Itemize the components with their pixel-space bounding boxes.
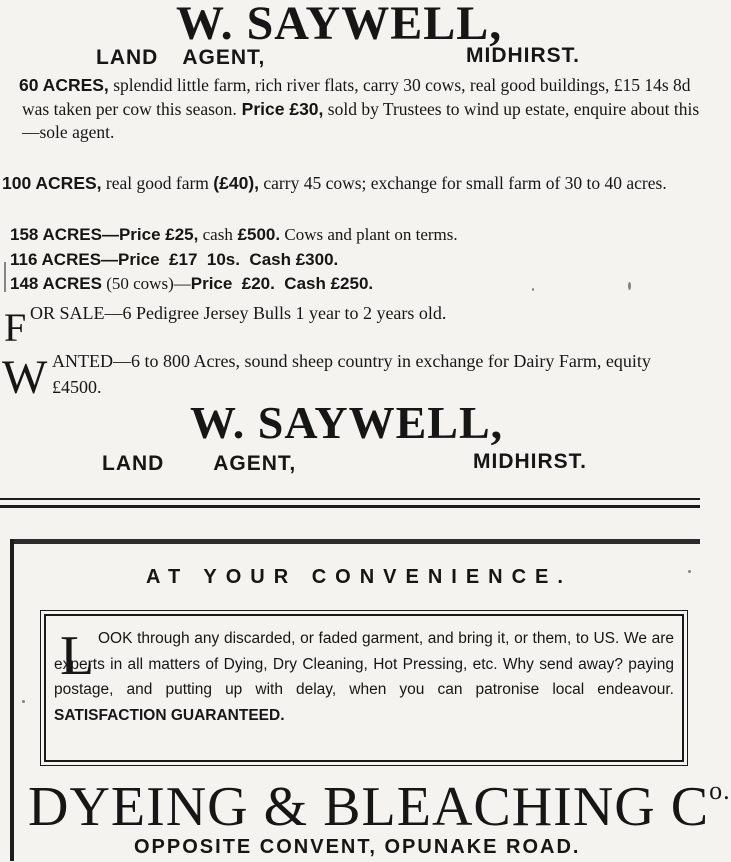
guarantee-text: SATISFACTION GUARANTEED. — [54, 706, 285, 724]
wanted-text: ANTED—6 to 800 Acres, sound sheep country in exchange for Dairy Farm, equity £4500. — [52, 351, 651, 397]
listing-lead: 100 ACRES, — [2, 173, 102, 193]
advertiser-place: MIDHIRST. — [466, 44, 580, 67]
listing-text-2: carry 45 cows; exchange for small farm of 30 to 40 acres. — [259, 173, 667, 193]
listing-60-acres — [0, 74, 714, 145]
frame-left-rule — [10, 539, 14, 861]
company-name — [28, 776, 731, 838]
tagline: AT YOUR CONVENIENCE. — [146, 566, 572, 588]
advertiser-role-footer: LAND AGENT, — [102, 452, 297, 475]
listing-cash: Cash £300. — [239, 250, 339, 269]
listing-price: Price £30, — [236, 98, 324, 119]
drop-cap: L — [60, 625, 95, 687]
listing-price: (£40), — [213, 173, 260, 193]
advertiser-role: LAND AGENT, — [96, 46, 266, 69]
listing-text: (50 cows)— — [101, 274, 191, 293]
listing-lead: 116 ACRES—Price £17 10s. — [10, 250, 240, 269]
listing-text: real good farm — [101, 173, 214, 193]
company-name-text: DYEING & BLEACHING C — [28, 776, 710, 838]
drop-cap: F — [4, 305, 27, 350]
listing-text: cash — [198, 225, 233, 244]
print-speck — [22, 700, 25, 703]
listing-116-acres — [10, 250, 338, 270]
advertiser-name-header: W. SAYWELL, — [176, 0, 503, 50]
listing-lead: 60 ACRES, — [19, 75, 109, 95]
company-abbrev: o. — [709, 776, 731, 805]
listing-cash: £500. — [232, 225, 281, 244]
for-sale-text: OR SALE—6 Pedigree Jersey Bulls 1 year to 2 years old. — [30, 303, 447, 323]
service-text — [54, 626, 674, 728]
listing-lead: 158 ACRES—Price £25, — [10, 225, 199, 244]
section-divider — [0, 498, 700, 500]
print-speck — [688, 570, 691, 573]
print-speck — [532, 288, 534, 291]
listing-tail: Cows and plant on terms. — [280, 225, 458, 244]
advertiser-place-footer: MIDHIRST. — [473, 450, 587, 473]
listing-text: splendid little farm, rich river flats, carry 30 cows, real good buildings, £15 14s 8d was taken per cow this season. — [22, 75, 691, 119]
service-box — [44, 614, 684, 762]
section-divider-double — [0, 505, 700, 508]
listing-lead: 148 ACRES — [10, 274, 102, 293]
frame-top-rule — [12, 539, 700, 544]
print-speck — [628, 282, 631, 290]
listing-cash: Price £20. Cash £250. — [190, 274, 374, 293]
listing-158-acres — [10, 225, 458, 245]
listing-100-acres — [2, 172, 716, 196]
listing-148-acres — [10, 274, 373, 294]
drop-cap: W — [2, 351, 48, 404]
company-address: OPPOSITE CONVENT, OPUNAKE ROAD. — [134, 836, 581, 858]
listing-text-2: sold by Trustees to wind up estate, enquire about this—sole agent. — [22, 98, 700, 142]
advertiser-name-footer: W. SAYWELL, — [190, 397, 504, 448]
print-speck — [4, 262, 6, 292]
service-body: OOK through any discarded, or faded garment, and bring it, or them, to US. We are experts in all matters of Dying, Dry Cleaning, Hot Pressing, etc. Why send away? paying postage, and putting up with delay, when you can patronise local endeavour. — [54, 630, 674, 698]
